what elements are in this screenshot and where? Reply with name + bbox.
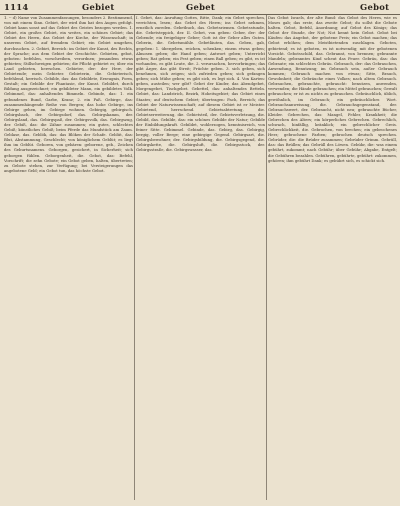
column-divider: [266, 15, 267, 500]
text-column-right: Das Gebot Israels, der alte Bund: das Gebot des Herrn, wie es Moses gab; das erste, das zweite Gebot; du sollst die Gebote halten. Gebot, Befehl, Anordnung; auf Gebot des Königs; das Gebot der Stunde, der Not; Not kennt kein Gebot. Gebot bei Käufen: das Angebot, der gebotene Preis; ein Gebot machen; das Gebot erhöhen; dem Meistbietenden zuschlagen. Geboten, gebietend; es ist geboten, es ist notwendig; mit der gebotenen Vorsicht. Gebotsschild, das. Gebrannt, von brennen; gebrannte Mandeln; gebranntes Kind scheut das Feuer. Gebräu, das: das Gebraute; ein schlechtes Gebräu. Gebrauch, der: das Gebrauchen, Anwendung, Benutzung; im Gebrauch sein, außer Gebrauch kommen; Gebrauch machen von etwas; Sitte, Brauch, Gewohnheit; die Gebräuche eines Volkes; nach altem Gebrauch. Gebrauchen, gebrauchte, gebraucht: benutzen, anwenden, verwenden; die Hände gebrauchen; ein Mittel gebrauchen; Gewalt gebrauchen; er ist zu nichts zu gebrauchen. Gebräuchlich, üblich, gewöhnlich, im Gebrauch; ein gebräuchliches Wort. Gebrauchsanweisung, die. Gebrauchsgegenstand, der. Gebrauchswert, der. Gebraucht, nicht neu; gebrauchte Bücher, Kleider. Gebrechen, das: Mangel, Fehler, Krankheit; die Gebrechen des Alters; ein körperliches Gebrechen. Gebrechlich, schwach, hinfällig, kränklich; ein gebrechlicher Greis. Gebrechlichkeit, die. Gebrochen, von brechen; ein gebrochenes Herz; gebrochene Farben; gebrochen deutsch sprechen. Gebrüder, die: die Brüder zusammen; Gebrüder Grimm. Gebrüll, das: das Brüllen; das Gebrüll des Löwen. Gebühr, die: was einem gebührt, zukommt; nach Gebühr; über Gebühr; Abgabe, Entgelt; die Gebühren bezahlen. Gebühren, gebührte, gebührt: zukommen, gehören; ihm gebührt Dank; es gebührt sich, es schickt sich.: [268, 15, 397, 163]
page-number: 1114: [4, 2, 29, 12]
text-column-left: 1. -- d) Name von Zusammenfassungen, besonders 2. Bestimmend, von mit einem Sinn. Gebiet, der wird ihm hat den Augen gefolgt. Gebiet kann sonst auf das Gebiet des Geistes bezogen werden. 1. Gebiet, ein großes Gebiet, ein weites, ein schönes Gebiet; das Gebiet des Herrn, das Gebiet der Kirche, der Wissenschaft; in unserem Gebiet, auf fremdem Gebiet; ein Gebiet umgehen, durchsuchen. 2. Gebiet, Bereich: im Gebiet der Kunst, des Rechts, der Sprache; aus dem Gebiet der Geschichte. Gebieten, gebot, geboten: befehlen, vorschreiben, verordnen; jemandem etwas gebieten; Stillschweigen gebieten; die Pflicht gebietet es; über ein Land gebieten, herrschen. Gebieter, der: der Herr, der Gebietende; mein Gebieter. Gebieterin, die. Gebieterisch, befehlend, herrisch. Gebilde, das: das Gebildete, Erzeugnis, Form, Gestalt; ein Gebilde der Phantasie, der Kunst. Gebildet, durch Bildung ausgezeichnet; ein gebildeter Mann, ein gebildetes Volk. Gebimmel, das: anhaltendes Bimmeln. Gebinde, das: 1. ein gebundenes Bund, Garbe, Kranz; 2. ein Faß. Gebirge, das: zusammenhängende Reihe von Bergen; das hohe Gebirge, ins Gebirge gehen, im Gebirge wohnen. Gebirgig, gebirgisch. Gebirgsbach, der. Gebirgsdorf, das. Gebirgskamm, der. Gebirgsland, das. Gebirgspaß, der. Gebirgsvolk, das. Gebirgszug, der. Gebiß, das: die Zähne zusammen; ein gutes, schlechtes Gebiß; künstliches Gebiß; beim Pferde das Mundstück am Zaum. Geblase, das. Geblök, das: das Blöken der Schafe. Geblüt, das: Blut, Abstammung, Geschlecht; von königlichem Geblüt; es liegt ihm im Geblüt. Geboren, von gebären: geborene, geb., Zeichen des Geburtsnamens. Geborgen, gesichert, in Sicherheit; sich geborgen fühlen. Geborgenheit, die. Gebot, das: Befehl, Vorschrift; die zehn Gebote; ein Gebot geben, halten, übertreten; zu Gebote stehen, zur Verfügung; bei Versteigerungen das angebotene Geld; ein Gebot tun, das höchste Gebot.: [4, 15, 133, 173]
header-word-middle: Gebet: [186, 2, 216, 12]
running-header: [0, 0, 400, 15]
header-word-right: Gebot: [360, 2, 390, 12]
header-word-left: Gebiet: [82, 2, 115, 12]
column-divider: [134, 15, 135, 500]
text-column-middle: I. Gebet, das: Anrufung Gottes, Bitte, Dank; ein Gebet sprechen, verrichten, lesen; das Gebet des Herrn; ins Gebet nehmen, ernstlich zureden. Gebetbuch, das. Gebetsriemen. Gebetsstunde, die. Gebetsteppich, der. II. Gebet, von geben: Geber, der: der Gebende; ein freigebiger Geber; Gott ist der Geber alles Guten. Geberin, die. Gebetsmühle. Gebetläuten, das. Geben, gab, gegeben: 1. übergeben, reichen, schenken; einem etwas geben; Almosen geben; die Hand geben; Antwort geben; Unterricht geben; Rat geben; ein Fest geben; einen Ball geben; es gibt, es ist vorhanden, es gibt Leute, die. 2. verursachen, hervorbringen; das gibt Ärger, das gibt Streit; Früchte geben. 3. sich geben, sich benehmen, sich zeigen; sich zufrieden geben; sich gefangen geben; sich Mühe geben; es gibt sich, es legt sich. 4. Von Karten: geben, austeilen; wer gibt? Gebet der Kinder, das Abendgebet, Morgengebet, Tischgebet. Gebettel, das: anhaltendes Betteln. Gebiet, das: Landstrich, Bezirk, Hoheitsgebiet; das Gebiet eines Staates; auf deutschem Gebiet; übertragen: Fach, Bereich; das Gebiet der Naturwissenschaft; auf diesem Gebiet ist er Meister. Gebietend, herrschend. Gebietsabtretung, die. Gebietserweiterung, die. Gebietsteil, der. Gebietsverletzung, die. Gebild, das. Gebilde, das: ein schönes Gebilde der Natur; Gebilde der Einbildungskraft. Gebildet, wohlerzogen, kenntnisreich, von feiner Sitte. Gebimmel. Gebinde, das. Gebirg, das. Gebirgig, bergig, voller Berge; eine gebirgige Gegend. Gebirgsart, die. Gebirgsbewohner, der. Gebirgsbildung, die. Gebirgsgegend, die. Gebirgskette, die. Gebirgsluft, die. Gebirgsstock, der. Gebirgsstraße, die. Gebirgswasser, das.: [136, 15, 265, 153]
